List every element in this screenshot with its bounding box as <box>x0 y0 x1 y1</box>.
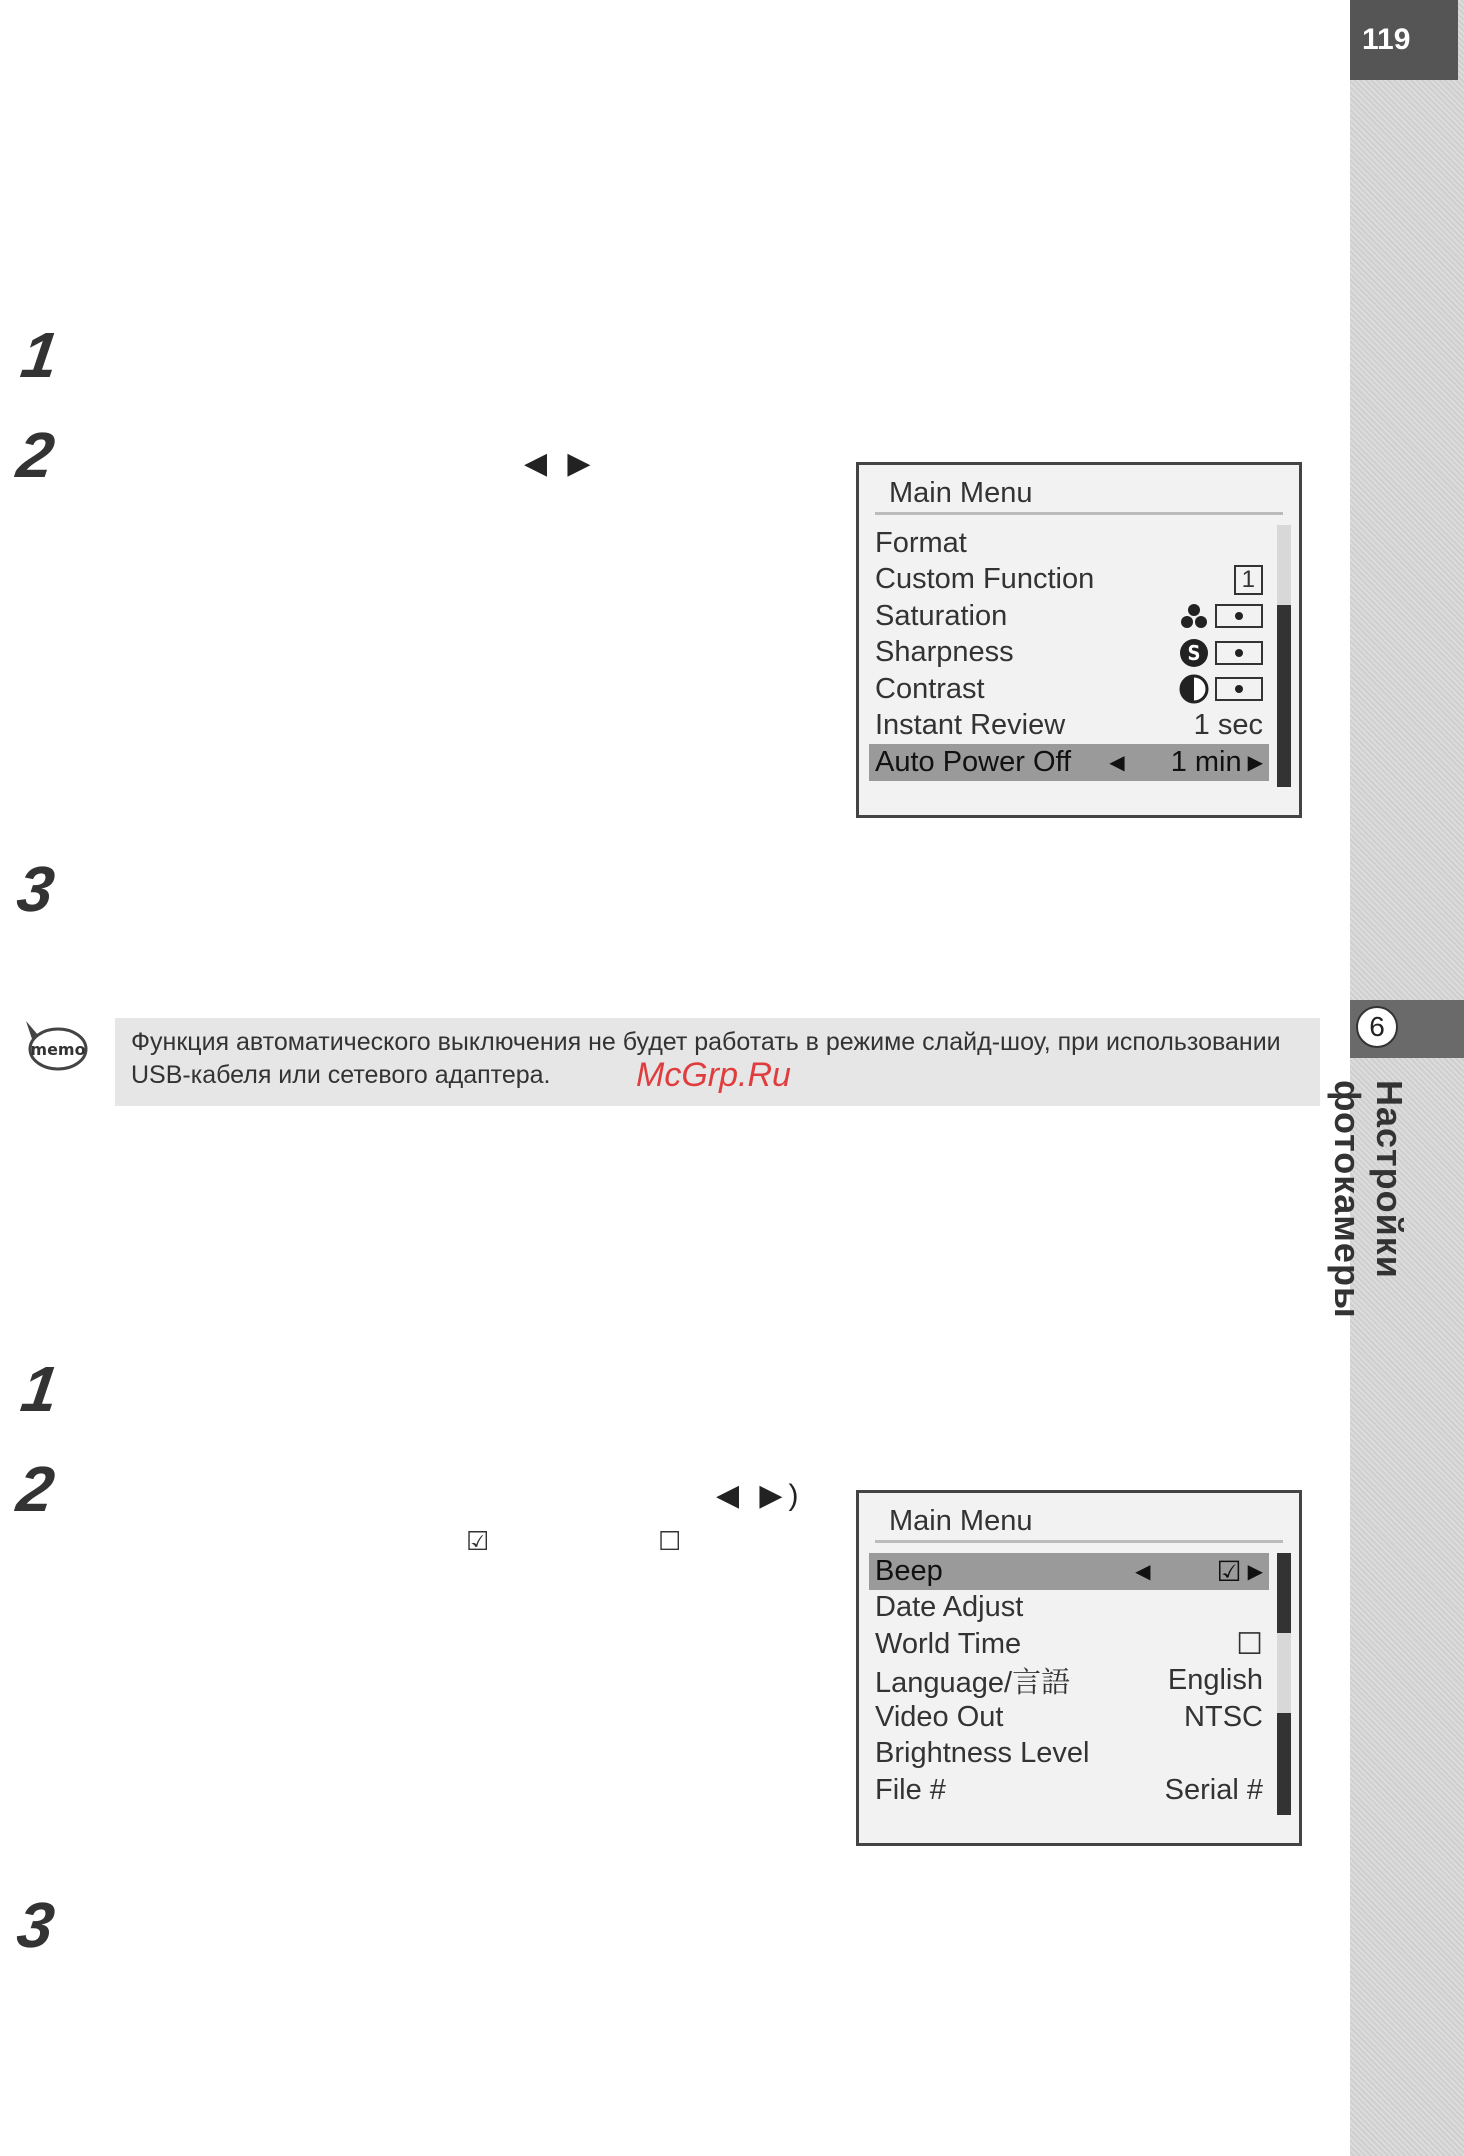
page-number: 119 <box>1350 0 1458 80</box>
sharpness-icon <box>1179 638 1209 668</box>
left-arrow-icon: ◀ <box>1109 751 1125 774</box>
menu-row-language[interactable]: Language/言語 English <box>875 1664 1263 1700</box>
empty-box-icon: ☐ <box>658 1526 682 1556</box>
custom-function-value: 1 <box>1234 565 1263 595</box>
menu-row-sharpness[interactable]: Sharpness S <box>869 635 1269 672</box>
step-2-top: 2 <box>12 419 59 491</box>
sidebar-strip <box>1327 0 1464 2156</box>
memo-icon <box>18 1015 90 1075</box>
right-arrow-icon: ▶ <box>1247 1560 1263 1583</box>
menu-title: Main Menu <box>875 465 1283 515</box>
contrast-icon <box>1179 674 1209 704</box>
watermark: McGrp.Ru <box>636 1056 791 1094</box>
menu-row-world-time[interactable]: World Time ☐ <box>875 1627 1263 1661</box>
menu-row-auto-power-off[interactable]: Auto Power Off ◀ 1 min ▶ <box>869 744 1269 781</box>
menu-row-date-adjust[interactable]: Date Adjust <box>875 1591 1024 1624</box>
menu-row-brightness-level[interactable]: Brightness Level <box>875 1737 1090 1770</box>
menu-row-format[interactable]: Format <box>875 526 967 559</box>
step-3-bottom: 3 <box>12 1889 59 1961</box>
sharpness-level <box>1215 641 1263 665</box>
main-menu-screen-2 <box>856 1490 1302 1846</box>
left-arrow-icon: ◀ <box>1135 1560 1151 1583</box>
menu-row-saturation[interactable]: Saturation <box>869 598 1269 635</box>
arrow-keys-left-right: ◀ ▶ <box>524 447 597 480</box>
menu-row-custom-function[interactable]: Custom Function 1 <box>869 562 1269 599</box>
step-2-bottom: 2 <box>12 1453 59 1525</box>
checked-box-icon: ☑ <box>466 1526 490 1556</box>
menu-title: Main Menu <box>875 1493 1283 1543</box>
memo-note: Функция автоматического выключения не будет работать в режиме слайд-шоу, при использовании USB-кабеля или сетевого адаптера. <box>115 1018 1320 1106</box>
beep-checkbox-checked: ☑ <box>1216 1555 1242 1587</box>
scrollbar <box>1277 1553 1291 1815</box>
step-1-bottom: 1 <box>16 1353 63 1425</box>
step-3-top: 3 <box>12 853 59 925</box>
svg-text:memo: memo <box>30 1040 86 1059</box>
right-arrow-icon: ▶ <box>1247 751 1263 774</box>
menu-row-contrast[interactable]: Contrast <box>869 671 1269 708</box>
arrow-keys-left-right-bottom: ◀ ▶) <box>716 1479 805 1512</box>
chapter-title: Настройки фотокамеры <box>1327 1080 1410 1319</box>
svg-text:S: S <box>1187 640 1201 665</box>
chapter-number: 6 <box>1356 1006 1398 1048</box>
main-menu-screen-1 <box>856 462 1302 818</box>
menu-row-video-out[interactable]: Video Out NTSC <box>875 1700 1263 1733</box>
menu-row-beep[interactable]: Beep ◀ ☑ ▶ <box>869 1553 1269 1590</box>
scrollbar <box>1277 525 1291 787</box>
menu-row-instant-review[interactable]: Instant Review 1 sec <box>875 709 1263 742</box>
saturation-level <box>1215 604 1263 628</box>
world-time-checkbox: ☐ <box>1236 1627 1263 1661</box>
step-1-top: 1 <box>16 319 63 391</box>
menu-row-file-number[interactable]: File # Serial # <box>875 1773 1263 1806</box>
contrast-level <box>1215 677 1263 701</box>
saturation-icon <box>1179 601 1209 631</box>
